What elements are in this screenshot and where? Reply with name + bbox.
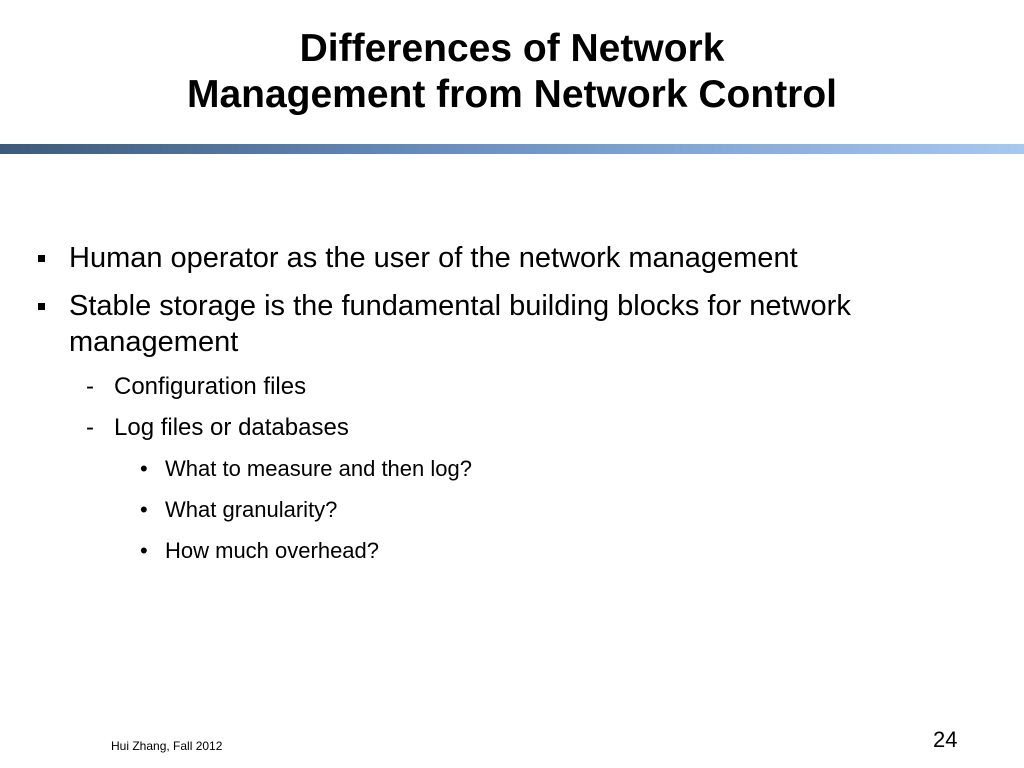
- bullet-text: Stable storage is the fundamental building blocks for network management: [69, 290, 851, 358]
- sub-bullet-text: Configuration files: [114, 373, 307, 400]
- sub-sub-bullet-item: [0, 536, 1024, 566]
- sub-bullet-text: Log files or databases: [114, 414, 349, 441]
- square-bullet-icon: [38, 255, 45, 262]
- bullet-item: [0, 240, 1024, 276]
- dash-bullet-icon: -: [86, 414, 94, 441]
- slide-title-line-1: Differences of Network: [299, 27, 725, 70]
- slide-number: 24: [933, 727, 958, 752]
- bullet-text: Human operator as the user of the network management: [69, 242, 798, 274]
- slide-body: [0, 240, 1024, 577]
- square-bullet-icon: [38, 303, 45, 310]
- sub-bullet-item: [0, 413, 1024, 443]
- title-divider: [0, 144, 1024, 154]
- footer-author: Hui Zhang, Fall 2012: [111, 739, 223, 753]
- sub-sub-bullet-text: How much overhead?: [165, 538, 380, 563]
- sub-sub-bullet-item: [0, 454, 1024, 484]
- sub-sub-bullet-text: What to measure and then log?: [165, 456, 472, 481]
- slide-title: [0, 26, 1024, 118]
- sub-bullet-item: [0, 372, 1024, 402]
- dash-bullet-icon: -: [86, 373, 94, 400]
- dot-bullet-icon: •: [140, 456, 148, 481]
- dot-bullet-icon: •: [140, 497, 148, 522]
- bullet-item: [0, 288, 1024, 360]
- sub-sub-bullet-text: What granularity?: [165, 497, 338, 522]
- slide-title-line-2: Management from Network Control: [186, 73, 838, 116]
- dot-bullet-icon: •: [140, 538, 148, 563]
- sub-sub-bullet-item: [0, 495, 1024, 525]
